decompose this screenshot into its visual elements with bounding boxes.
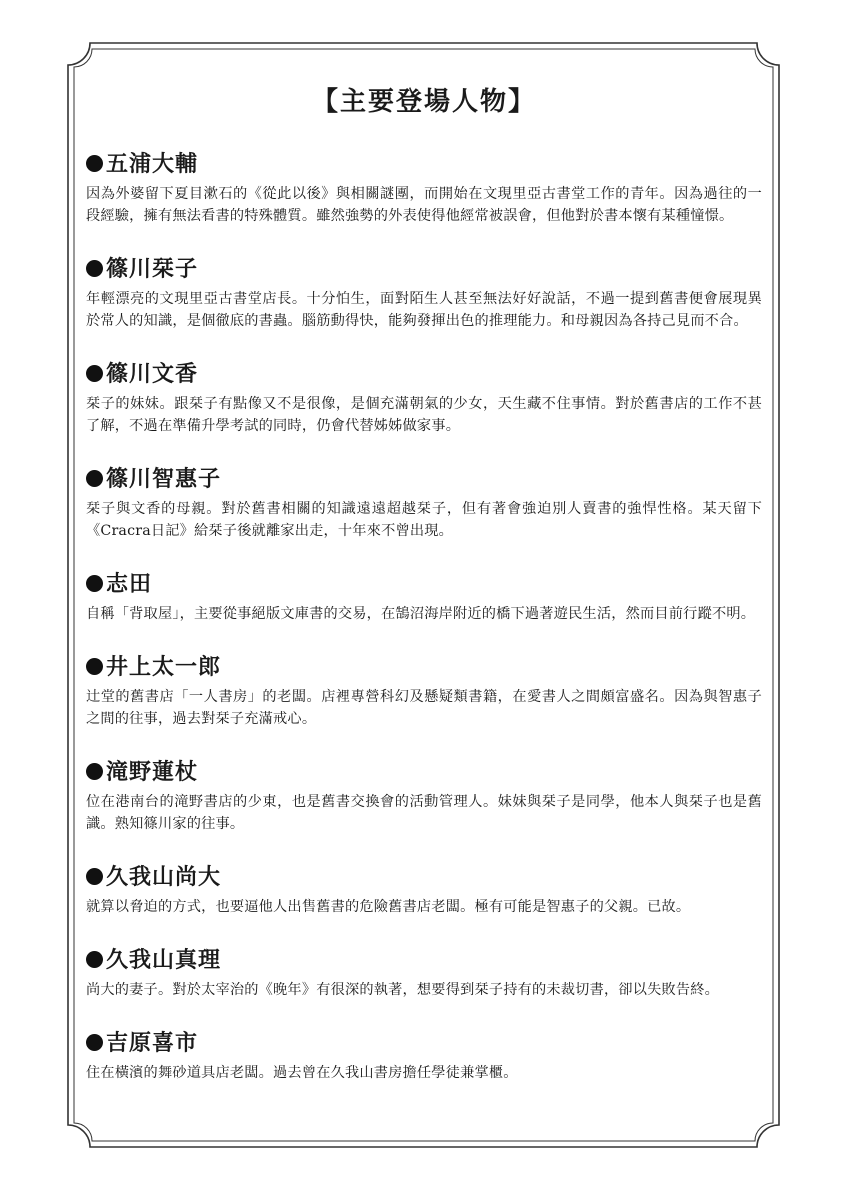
character-entry bbox=[86, 756, 762, 835]
character-description: 自稱「背取屋」，主要從事絕版文庫書的交易，在鵠沼海岸附近的橋下過著遊民生活，然而目前行蹤不明。 bbox=[86, 606, 756, 622]
character-entry bbox=[86, 944, 762, 1001]
bullet-dot-icon bbox=[86, 763, 103, 780]
character-entry bbox=[86, 148, 762, 227]
character-name: 篠川栞子 bbox=[106, 256, 199, 282]
bullet-dot-icon bbox=[86, 365, 103, 382]
character-entry bbox=[86, 651, 762, 730]
character-name: 篠川文香 bbox=[106, 361, 199, 387]
character-description: 辻堂的舊書店「一人書房」的老闆。店裡專營科幻及懸疑類書籍，在愛書人之間頗富盛名。因為與智惠子之間的往事，過去對栞子充滿戒心。 bbox=[86, 689, 762, 727]
character-name: 五浦大輔 bbox=[106, 151, 199, 177]
character-name: 久我山尚大 bbox=[106, 864, 222, 890]
bullet-dot-icon bbox=[86, 155, 103, 172]
bullet-dot-icon bbox=[86, 1034, 103, 1051]
character-description: 栞子與文香的母親。對於舊書相關的知識遠遠超越栞子，但有著會強迫別人賣書的強悍性格。某天留下《Cracra日記》給栞子後就離家出走，十年來不曾出現。 bbox=[86, 501, 762, 539]
character-name: 久我山真理 bbox=[106, 947, 222, 973]
bullet-dot-icon bbox=[86, 470, 103, 487]
character-description: 尚大的妻子。對於太宰治的《晚年》有很深的執著，想要得到栞子持有的未裁切書，卻以失敗告終。 bbox=[86, 982, 720, 998]
character-list-section bbox=[86, 82, 762, 1110]
bullet-dot-icon bbox=[86, 575, 103, 592]
character-name: 篠川智惠子 bbox=[106, 466, 222, 492]
character-entry bbox=[86, 1027, 762, 1084]
character-description: 因為外婆留下夏目漱石的《從此以後》與相關謎團，而開始在文現里亞古書堂工作的青年。因為過往的一段經驗，擁有無法看書的特殊體質。雖然強勢的外表使得他經常被誤會，但他對於書本懷有某種憧憬。 bbox=[86, 186, 762, 224]
character-name: 滝野蓮杖 bbox=[106, 759, 199, 785]
character-entry bbox=[86, 463, 762, 542]
character-description: 位在港南台的滝野書店的少東，也是舊書交換會的活動管理人。妹妹與栞子是同學，他本人與栞子也是舊識。熟知篠川家的往事。 bbox=[86, 794, 762, 832]
character-entry bbox=[86, 568, 762, 625]
page-title: 【主要登場人物】 bbox=[311, 87, 536, 117]
character-entry bbox=[86, 358, 762, 437]
character-description: 栞子的妹妹。跟栞子有點像又不是很像，是個充滿朝氣的少女，天生藏不住事情。對於舊書店的工作不甚了解，不過在準備升學考試的同時，仍會代替姊姊做家事。 bbox=[86, 396, 762, 434]
bullet-dot-icon bbox=[86, 658, 103, 675]
bullet-dot-icon bbox=[86, 951, 103, 968]
character-entry bbox=[86, 253, 762, 332]
character-name: 吉原喜市 bbox=[106, 1030, 199, 1056]
character-name: 志田 bbox=[106, 571, 153, 597]
character-list bbox=[86, 148, 762, 1084]
character-name: 井上太一郎 bbox=[106, 654, 222, 680]
character-description: 住在橫濱的舞砂道具店老闆。過去曾在久我山書房擔任學徒兼掌櫃。 bbox=[86, 1065, 518, 1081]
bullet-dot-icon bbox=[86, 868, 103, 885]
character-description: 就算以脅迫的方式，也要逼他人出售舊書的危險舊書店老闆。極有可能是智惠子的父親。已故。 bbox=[86, 899, 691, 915]
character-description: 年輕漂亮的文現里亞古書堂店長。十分怕生，面對陌生人甚至無法好好說話，不過一提到舊書便會展現異於常人的知識，是個徹底的書蟲。腦筋動得快，能夠發揮出色的推理能力。和母親因為各持己見而不合。 bbox=[86, 291, 762, 329]
character-entry bbox=[86, 861, 762, 918]
bullet-dot-icon bbox=[86, 260, 103, 277]
